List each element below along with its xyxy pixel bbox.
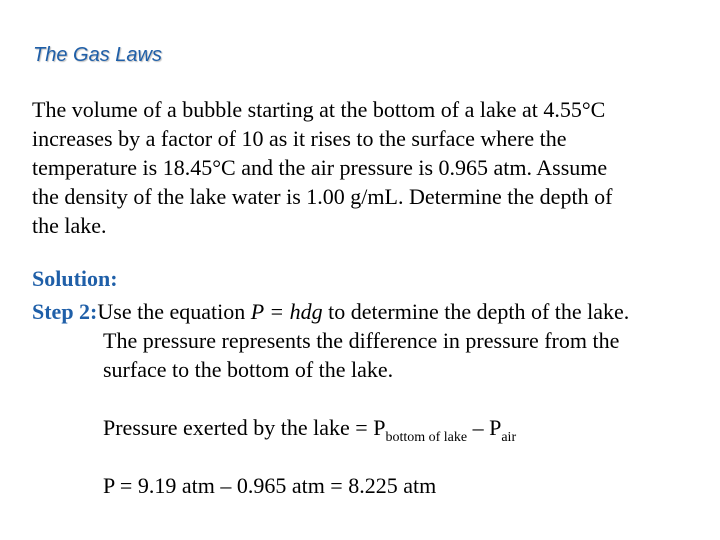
- problem-line: The volume of a bubble starting at the bottom of a lake at 4.55°C: [32, 97, 606, 122]
- step-text-before: Use the equation: [97, 299, 251, 324]
- pressure-definition: [103, 413, 517, 445]
- problem-line: the density of the lake water is 1.00 g/mL. Determine the depth of: [32, 184, 613, 209]
- step-text-after: to determine the depth of the lake.: [322, 299, 630, 324]
- pressure-prefix: Pressure exerted by the lake = P: [103, 415, 386, 440]
- step-continuation-line: surface to the bottom of the lake.: [103, 357, 394, 382]
- slide-title: The Gas Laws: [33, 44, 162, 66]
- subscript-air: air: [501, 430, 517, 445]
- step-2-line: [32, 297, 629, 326]
- equation: P = hdg: [250, 299, 323, 324]
- problem-line: temperature is 18.45°C and the air pressure is 0.965 atm. Assume: [32, 155, 608, 180]
- pressure-calculation: P = 9.19 atm – 0.965 atm = 8.225 atm: [103, 473, 437, 498]
- problem-line: increases by a factor of 10 as it rises to the surface where the: [32, 126, 567, 151]
- solution-label: Solution:: [32, 266, 118, 291]
- pressure-middle: – P: [467, 415, 502, 440]
- step-label: Step 2:: [32, 299, 98, 324]
- step-continuation-line: The pressure represents the difference in pressure from the: [103, 328, 620, 353]
- subscript-bottom-of-lake: bottom of lake: [385, 430, 468, 445]
- problem-statement: [32, 95, 702, 240]
- problem-line: the lake.: [32, 213, 107, 238]
